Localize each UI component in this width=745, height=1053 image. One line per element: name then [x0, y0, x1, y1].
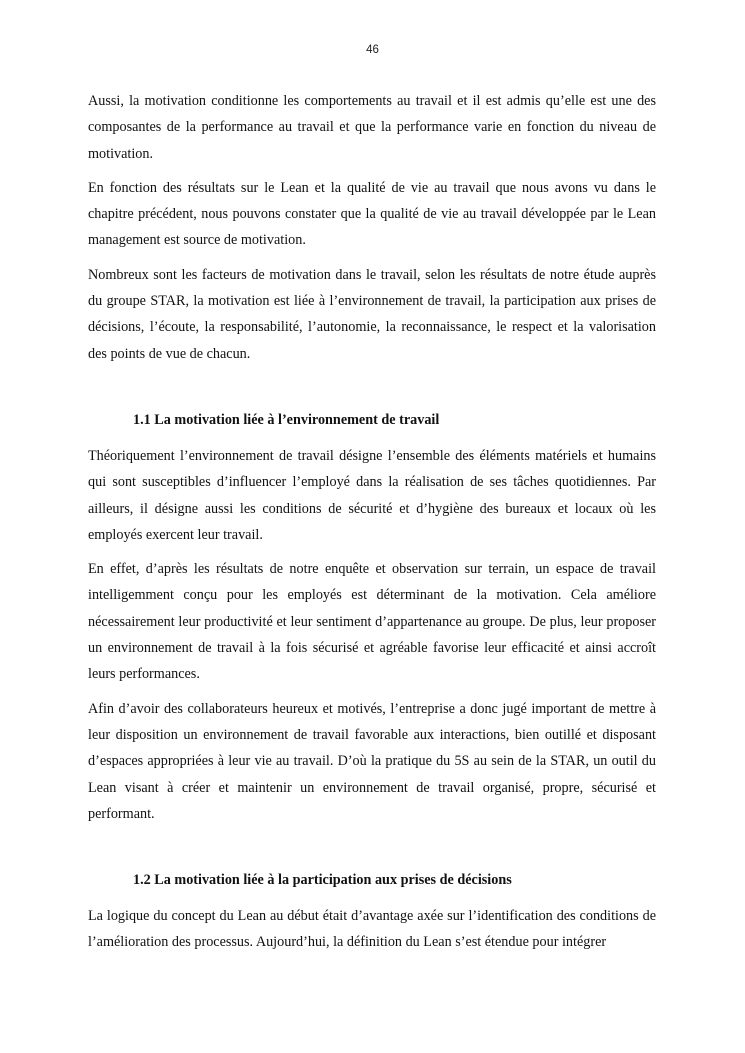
paragraph-motivation-factors: Nombreux sont les facteurs de motivation dans le travail, selon les résultats de notre étude auprès du groupe STAR, la motivation est liée à l’environnement de travail, la participation aux prises de décisions, l’écoute, la responsabilité, l’autonomie, la reconnaissance, le respect et la valorisation des points de vue de chacun. [88, 266, 656, 362]
paragraph-survey-results: En effet, d’après les résultats de notre enquête et observation sur terrain, un espace de travail intelligemment conçu pour les employés est déterminant de la motivation. Cela améliore nécessairement leur productivité et leur sentiment d’appartenance au groupe. De plus, leur proposer un environnement de travail à la fois sécurisé et agréable favorise leur efficacité et ainsi accroît leurs performances. [88, 561, 656, 683]
paragraph-work-environment-definition: Théoriquement l’environnement de travail désigne l’ensemble des éléments matériels et humains qui sont susceptibles d’influencer l’employé dans la réalisation de ses tâches quotidiennes. Par ailleurs, il désigne aussi les conditions de sécurité et d’hygiène des bureaux et locaux où les employés exercent leur travail. [88, 447, 656, 543]
document-body [88, 88, 656, 964]
section-heading-1-1: 1.1 La motivation liée à l’environnement de travail [133, 411, 440, 428]
paragraph-motivation-performance: Aussi, la motivation conditionne les comportements au travail et il est admis qu’elle est une des composantes de la performance au travail et que la performance varie en fonction du niveau de motivation. [88, 93, 656, 162]
paragraph-lean-concept: La logique du concept du Lean au début était d’avantage axée sur l’identification des conditions de l’amélioration des processus. Aujourd’hui, la définition du Lean s’est étendue pour intégrer [88, 908, 656, 951]
paragraph-5s-practice: Afin d’avoir des collaborateurs heureux et motivés, l’entreprise a donc jugé important de mettre à leur disposition un environnement de travail favorable aux interactions, bien outillé et disposant d’espaces appropriées à leur vie au travail. D’où la pratique du 5S au sein de la STAR, un outil du Lean visant à créer et maintenir un environnement de travail organisé, propre, sécurisé et performant. [88, 700, 656, 822]
paragraph-lean-quality-of-life: En fonction des résultats sur le Lean et la qualité de vie au travail que nous avons vu dans le chapitre précédent, nous pouvons constater que la qualité de vie au travail développée par le Lean management est source de motivation. [88, 179, 656, 249]
section-heading-1-2: 1.2 La motivation liée à la participation aux prises de décisions [133, 872, 512, 889]
page-number: 46 [366, 44, 379, 56]
